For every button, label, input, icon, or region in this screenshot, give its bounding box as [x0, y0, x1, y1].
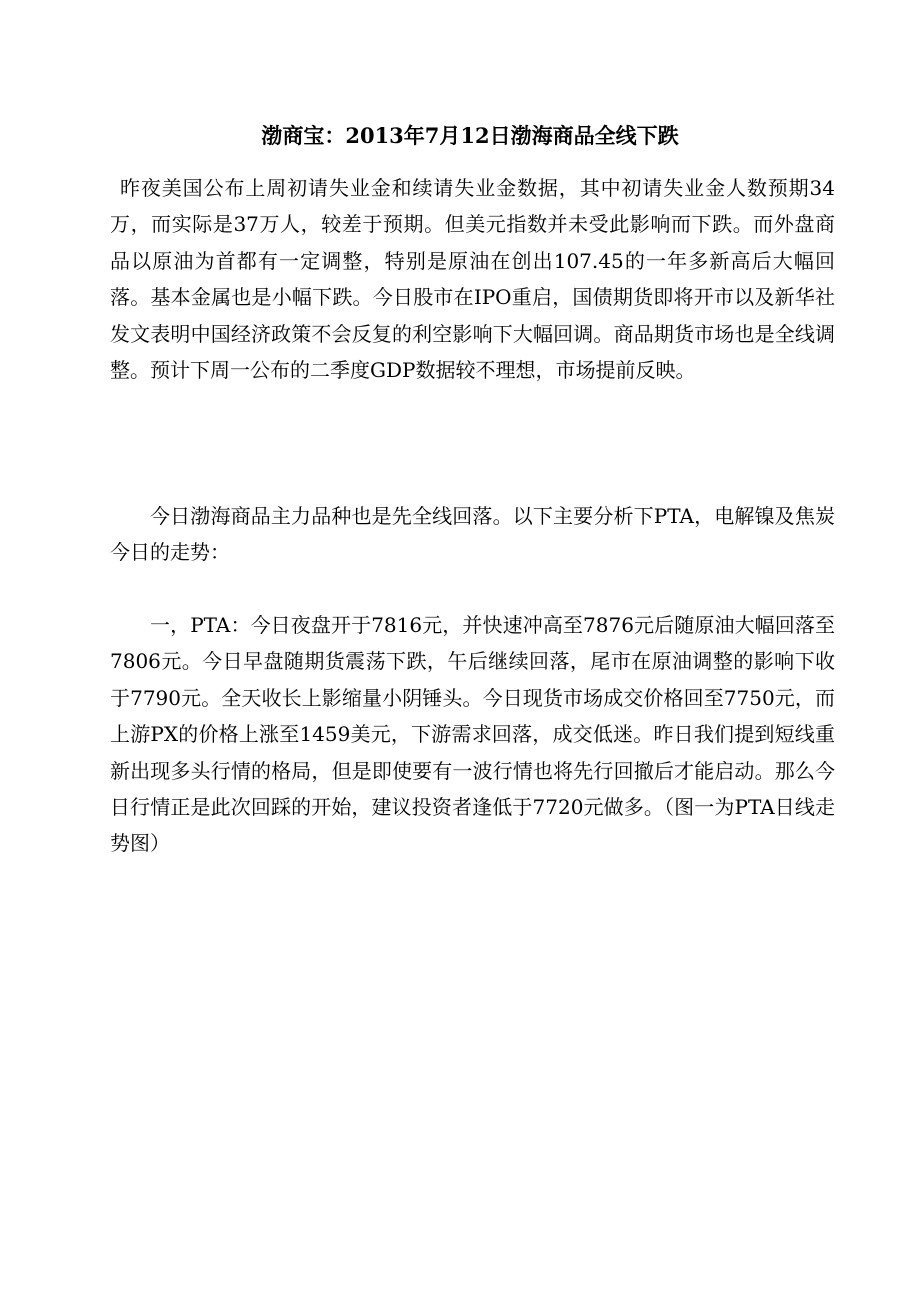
paragraph-pta-analysis: 一，PTA：今日夜盘开于7816元，并快速冲高至7876元后随原油大幅回落至7806元。今日早盘随期货震荡下跌，午后继续回落，尾市在原油调整的影响下收于7790元。全天收长上影缩量小阴锤头。今日现货市场成交价格回至7750元，而上游PX的价格上涨至1459美元，下游需求回落，成交低迷。昨日我们提到短线重新出现多头行情的格局，但是即使要有一波行情也将先行回撤后才能启动。那么今日行情正是此次回踩的开始，建议投资者逢低于7720元做多。（图一为PTA日线走势图）: [110, 613, 835, 856]
paragraph-bohai-summary: 今日渤海商品主力品种也是先全线回落。以下主要分析下PTA，电解镍及焦炭今日的走势：: [110, 504, 835, 565]
document-title: 渤商宝：2013年7月12日渤海商品全线下跌: [261, 123, 679, 148]
paragraph-market-overview: 昨夜美国公布上周初请失业金和续请失业金数据，其中初请失业金人数预期34万，而实际是37万人，较差于预期。但美元指数并未受此影响而下跌。而外盘商品以原油为首都有一定调整，特别是原油在创出107.45的一年多新高后大幅回落。基本金属也是小幅下跌。今日股市在IPO重启，国债期货即将开市以及新华社发文表明中国经济政策不会反复的利空影响下大幅回调。商品期货市场也是全线调整。预计下周一公布的二季度GDP数据较不理想，市场提前反映。: [110, 176, 835, 383]
